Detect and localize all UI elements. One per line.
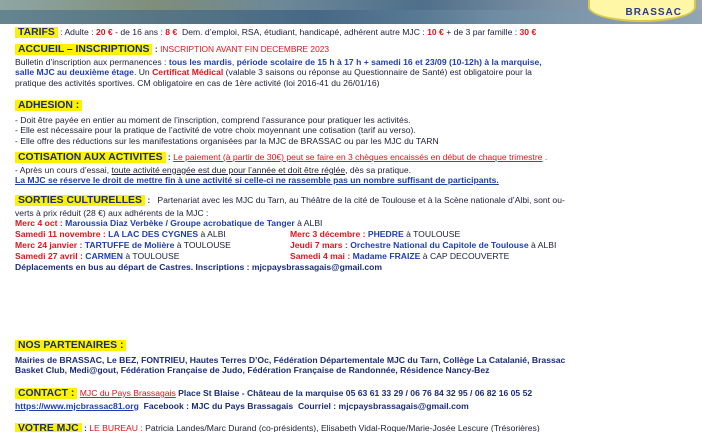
- sorties-intro-2: verts à prix réduit (28 €) aux adhérents de la MJC :: [15, 207, 209, 218]
- accueil-mardis: tous les mardis: [168, 56, 232, 67]
- sorties-heading: SORTIES CULTURELLES: [15, 195, 145, 206]
- sorties-section: [15, 195, 692, 278]
- inscription-deadline: INSCRIPTION AVANT FIN DECEMBRE 2023: [160, 44, 330, 54]
- tarif-moins16-label: - de 16 ans :: [115, 27, 163, 37]
- event-title: LA LAC DES CYGNES: [108, 229, 199, 240]
- votre-mjc-sep: :: [84, 423, 87, 432]
- cotisation-payment: Le paiement (à partir de 30€) peut se faire en 3 chèques encaissés en début de chaque trimestre: [173, 152, 543, 162]
- partenaires-line: Basket Club, Medi@gout, Fédération Française de Judo, Fédération Française de Randonnée, Résidence Nancy-Bez: [15, 365, 490, 376]
- event-place: à ALBI: [297, 218, 323, 229]
- event-date: Samedi 27 avril :: [15, 251, 83, 262]
- event-date: Samedi 11 novembre :: [15, 229, 106, 240]
- event-item: [290, 251, 509, 261]
- event-title: Maroussia Diaz Verbèke / Groupe acrobatique de Tanger: [65, 218, 295, 229]
- accueil-heading-sep: :: [154, 44, 158, 54]
- accueil-horaires: période scolaire de 15 h à 17 h + samedi 16 et 23/09 (10-12h) à la marquise,: [236, 56, 542, 67]
- event-item: [290, 240, 556, 250]
- cotisation-payment-end: .: [544, 152, 548, 162]
- bureau-label: LE BUREAU: [89, 423, 138, 432]
- event-place: à ALBI: [200, 229, 226, 240]
- adhesion-item: - Elle est nécessaire pour la pratique de l’activité de votre choix moyennant une cotisation (tarif au verso).: [15, 125, 416, 136]
- event-title: Madame FRAIZE: [352, 251, 421, 262]
- sorties-intro-1: Partenariat avec les MJC du Tarn, au Théâtre de la cité de Toulouse et à la Scène nationale d’Albi, sont ou-: [157, 195, 565, 205]
- website-link[interactable]: https://www.mjcbrassac81.org: [15, 400, 139, 411]
- tarifs-heading: TARIFS: [15, 27, 58, 38]
- votre-mjc-heading: VOTRE MJC: [15, 423, 82, 432]
- event-date: Merc 4 oct :: [15, 218, 63, 229]
- cotisation-due: toute activité engagée est due pour l’année et doit être réglée: [111, 164, 346, 175]
- event-title: PHEDRE: [367, 229, 404, 240]
- tarif-adulte-price: 20 €: [95, 27, 113, 37]
- cotisation-heading: COTISATION AUX ACTIVITES: [15, 152, 166, 163]
- adhesion-heading: ADHESION :: [15, 100, 82, 111]
- certificat-medical: Certificat Médical: [152, 67, 224, 78]
- header-banner-photo: [0, 0, 702, 24]
- accueil-permanences-label: Bulletin d’inscription aux permanences :: [15, 56, 167, 67]
- tarifs-sep: : Adulte :: [60, 27, 94, 37]
- contact-section: [15, 388, 692, 411]
- courriel-email[interactable]: mjcpaysbrassagais@gmail.com: [338, 400, 469, 411]
- facebook-link[interactable]: MJC du Pays Brassagais: [191, 400, 294, 411]
- event-date: Jeudi 7 mars :: [290, 240, 348, 251]
- event-date: Merc 24 janvier :: [15, 240, 83, 251]
- event-place: à TOULOUSE: [406, 229, 461, 240]
- event-item: [290, 229, 460, 239]
- accueil-certificat-text: (valable 3 saisons ou réponse au Questionnaire de Santé) est obligatoire pour la: [225, 67, 532, 78]
- accueil-section: [15, 44, 692, 88]
- event-date: Merc 3 décembre :: [290, 229, 366, 240]
- adhesion-item: - Elle offre des réductions sur les manifestations organisées par la MJC de BRASSAC ou par les MJC du TARN: [15, 135, 439, 146]
- partenaires-heading: NOS PARTENAIRES :: [15, 340, 126, 351]
- contact-heading: CONTACT :: [15, 388, 77, 399]
- cotisation-section: [15, 152, 692, 186]
- accueil-comma: ,: [231, 56, 235, 67]
- event-place: à ALBI: [531, 240, 557, 251]
- tarif-reduit-label: Dem. d’emploi, RSA, étudiant, handicapé, adhérent autre MJC :: [182, 27, 425, 37]
- contact-address: Place St Blaise - Château de la marquise 05 63 61 33 29 / 06 76 84 32 95 / 06 82 16 05 52: [178, 388, 533, 398]
- cotisation-essai: - Après un cours d’essai,: [15, 164, 110, 175]
- bureau-text: Patricia Landes/Marc Durand (co-présidents), Elisabeth Vidal-Roque/Marie-Josée Lescure (Trésorières): [145, 423, 540, 432]
- tarif-moins16-price: 8 €: [165, 27, 178, 37]
- event-place: à TOULOUSE: [176, 240, 231, 251]
- sorties-transport: [15, 262, 382, 272]
- event-place: à TOULOUSE: [125, 251, 180, 262]
- accueil-heading: ACCUEIL – INSCRIPTIONS: [15, 44, 152, 55]
- cotisation-reserve-link[interactable]: La MJC se réserve le droit de mettre fin à une activité si celle-ci ne rassemble pas un nombre suffisant de participants.: [15, 175, 499, 186]
- votre-mjc-section: [15, 423, 692, 432]
- accueil-un: . Un: [133, 67, 150, 78]
- event-title: TARTUFFE de Molière: [84, 240, 175, 251]
- accueil-salle: salle MJC au deuxième étage: [15, 67, 134, 78]
- sorties-sep: :: [147, 195, 151, 205]
- cotisation-sep: :: [167, 152, 171, 162]
- tarif-reduit-price: 10 €: [427, 27, 444, 37]
- accueil-cm-text: pratique des activités sportives. CM obligatoire en cas de 1ère activité (loi 2016-41 du 26/01/16): [15, 77, 380, 88]
- event-title: CARMEN: [85, 251, 123, 262]
- sorties-email[interactable]: mjcpaysbrassagais@gmail.com: [251, 262, 383, 273]
- tarif-famille-label: + de 3 par famille :: [446, 27, 518, 37]
- logo-text: BRASSAC: [625, 7, 682, 18]
- bureau-sep: :: [140, 423, 143, 432]
- cotisation-pratique: , dès sa pratique.: [345, 164, 412, 175]
- event-place: à CAP DECOUVERTE: [422, 251, 510, 262]
- contact-name[interactable]: MJC du Pays Brassagais: [79, 388, 176, 398]
- event-item: [15, 251, 179, 261]
- adhesion-item: - Doit être payée en entier au moment de l’inscription, comprend l’assurance pour pratiquer les activités.: [15, 114, 411, 125]
- event-title: Orchestre National du Capitole de Toulouse: [350, 240, 529, 251]
- sorties-events: [15, 218, 692, 278]
- tarif-famille-price: 30 €: [519, 27, 537, 37]
- facebook-sep: :: [186, 400, 190, 411]
- event-item: [15, 229, 226, 239]
- partenaires-line: Mairies de BRASSAC, Le BEZ, FONTRIEU, Hautes Terres D’Oc, Fédération Départementale MJC du Tarn, Collège La Catalanié, Brassac: [15, 354, 566, 365]
- transport-text: Déplacements en bus au départ de Castres. Inscriptions :: [15, 262, 250, 273]
- event-item: [15, 240, 231, 250]
- partenaires-section: [15, 340, 692, 376]
- event-date: Samedi 4 mai :: [290, 251, 351, 262]
- courriel-label: Courriel :: [297, 400, 337, 411]
- event-item: [15, 218, 322, 228]
- adhesion-section: [15, 100, 692, 146]
- tarifs-line: [15, 27, 692, 40]
- facebook-label: Facebook: [143, 400, 184, 411]
